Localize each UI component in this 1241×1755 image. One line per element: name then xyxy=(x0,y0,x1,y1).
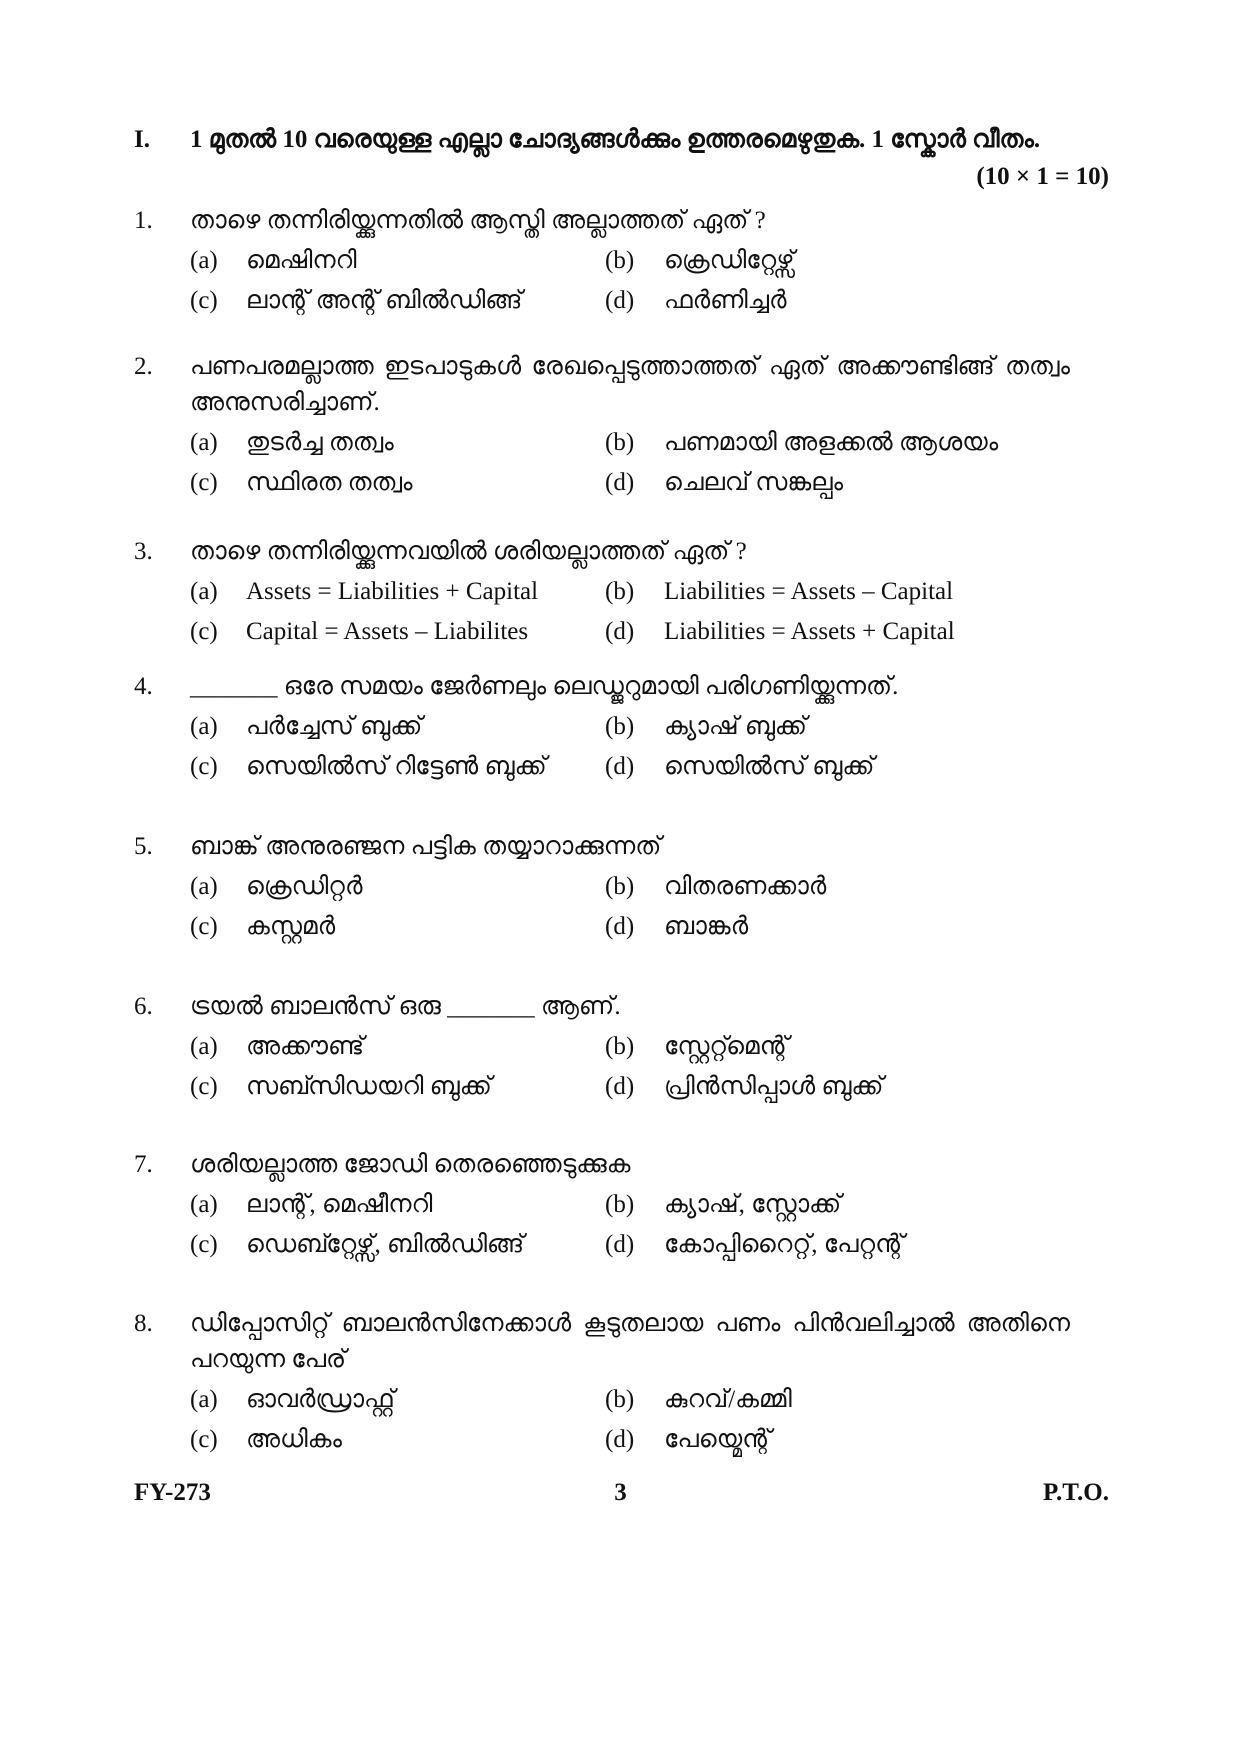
options xyxy=(190,707,1241,787)
option-label: (a) xyxy=(190,1033,218,1060)
option-text: ചെലവ് സങ്കല്പം xyxy=(664,469,844,496)
option-label: (c) xyxy=(190,469,218,496)
question-1 xyxy=(0,203,1241,321)
option-text: ലാന്റ് അന്റ് ബിൽഡിങ്ങ് xyxy=(246,287,523,314)
question-number: 2. xyxy=(134,353,153,380)
option-label: (d) xyxy=(605,753,635,780)
option-label: (a) xyxy=(190,1386,218,1413)
option-label: (a) xyxy=(190,873,218,900)
option-label: (b) xyxy=(605,873,635,900)
option-text: Liabilities = Assets + Capital xyxy=(664,618,955,645)
option-text: പർച്ചേസ് ബുക്ക് xyxy=(246,713,423,740)
question-text: ശരിയല്ലാത്ത ജോഡി തെരഞ്ഞെടുക്കുക xyxy=(190,1151,631,1178)
option-label: (c) xyxy=(190,287,218,314)
option-text: Assets = Liabilities + Capital xyxy=(246,578,539,605)
option-text: സ്റ്റേറ്റ്മെന്റ് xyxy=(664,1033,789,1060)
option-text: മെഷിനറി xyxy=(246,247,357,274)
question-5 xyxy=(0,829,1241,947)
option-text: സ്ഥിരത തത്വം xyxy=(246,469,413,496)
option-label: (d) xyxy=(605,469,635,496)
option-label: (d) xyxy=(605,1426,635,1453)
question-number: 6. xyxy=(134,993,153,1020)
option-label: (b) xyxy=(605,1386,635,1413)
option-text: പേയ്മെന്റ് xyxy=(664,1426,772,1453)
option-label: (a) xyxy=(190,713,218,740)
option-label: (d) xyxy=(605,618,635,645)
option-label: (a) xyxy=(190,578,218,605)
option-label: (d) xyxy=(605,287,635,314)
options xyxy=(190,1380,1241,1460)
question-2 xyxy=(0,349,1241,503)
option-label: (c) xyxy=(190,913,218,940)
option-label: (a) xyxy=(190,247,218,274)
option-text: സബ്സിഡയറി ബുക്ക് xyxy=(246,1073,492,1100)
option-text: പ്രിൻസിപ്പാൾ ബുക്ക് xyxy=(664,1073,884,1100)
option-text: പണമായി അളക്കൽ ആശയം xyxy=(664,429,999,456)
options xyxy=(190,572,1241,652)
option-text: കുറവ്/കമ്മി xyxy=(664,1386,792,1413)
question-text: പണപരമല്ലാത്ത ഇടപാടുകൾ രേഖപ്പെടുത്താത്തത് ഏത് അക്കൗണ്ടിങ്ങ് തത്വം അനുസരിച്ചാണ്. xyxy=(190,353,1070,416)
paper-code: FY-273 xyxy=(134,1479,211,1506)
question-number: 4. xyxy=(134,673,153,700)
option-text: ഫർണിച്ചർ xyxy=(664,287,787,314)
option-text: കസ്റ്റമർ xyxy=(246,913,336,940)
question-6 xyxy=(0,989,1241,1107)
options xyxy=(190,423,1241,503)
question-7 xyxy=(0,1147,1241,1265)
option-label: (d) xyxy=(605,1073,635,1100)
option-label: (b) xyxy=(605,713,635,740)
section-number: I. xyxy=(134,126,150,153)
options xyxy=(190,867,1241,947)
option-label: (c) xyxy=(190,1426,218,1453)
options xyxy=(190,1185,1241,1265)
option-label: (d) xyxy=(605,913,635,940)
option-label: (c) xyxy=(190,618,218,645)
option-text: ലാന്റ്, മെഷീനറി xyxy=(246,1191,433,1218)
option-label: (c) xyxy=(190,753,218,780)
question-number: 7. xyxy=(134,1151,153,1178)
option-label: (b) xyxy=(605,578,635,605)
please-turn-over: P.T.O. xyxy=(1043,1479,1109,1506)
option-label: (a) xyxy=(190,429,218,456)
option-label: (c) xyxy=(190,1231,218,1258)
option-text: ഓവർഡ്രാഫ്റ്റ് xyxy=(246,1386,395,1413)
section-marks: (10 × 1 = 10) xyxy=(976,163,1109,190)
question-number: 8. xyxy=(134,1310,153,1337)
option-label: (b) xyxy=(605,247,635,274)
option-text: ക്യാഷ് ബുക്ക് xyxy=(664,713,808,740)
option-text: Capital = Assets – Liabilites xyxy=(246,618,529,645)
option-label: (b) xyxy=(605,1033,635,1060)
option-text: അക്കൗണ്ട് xyxy=(246,1033,365,1060)
question-number: 3. xyxy=(134,538,153,565)
option-label: (d) xyxy=(605,1231,635,1258)
option-text: തുടർച്ച തത്വം xyxy=(246,429,394,456)
option-text: Liabilities = Assets – Capital xyxy=(664,578,954,605)
question-text: താഴെ തന്നിരിയ്ക്കുന്നവയിൽ ശരിയല്ലാത്തത് ഏത് ? xyxy=(190,538,747,565)
section-instruction: 1 മുതൽ 10 വരെയുള്ള എല്ലാ ചോദ്യങ്ങൾക്കും ഉത്തരമെഴുതുക. 1 സ്കോർ വീതം. xyxy=(190,126,1041,153)
option-text: കോപ്പിറൈറ്റ്, പേറ്റന്റ് xyxy=(664,1231,905,1258)
question-3 xyxy=(0,534,1241,652)
option-text: ഡെബ്റ്റേഴ്സ്, ബിൽഡിങ്ങ് xyxy=(246,1231,525,1258)
option-label: (c) xyxy=(190,1073,218,1100)
option-text: ബാങ്കർ xyxy=(664,913,749,940)
page-number: 3 xyxy=(614,1479,627,1506)
options xyxy=(190,1027,1241,1107)
option-label: (b) xyxy=(605,429,635,456)
option-text: വിതരണക്കാർ xyxy=(664,873,827,900)
question-4 xyxy=(0,669,1241,787)
option-text: ക്യാഷ്, സ്റ്റോക്ക് xyxy=(664,1191,842,1218)
question-number: 5. xyxy=(134,833,153,860)
option-label: (b) xyxy=(605,1191,635,1218)
question-8 xyxy=(0,1306,1241,1460)
option-text: ക്രെഡിറ്റർ xyxy=(246,873,363,900)
question-text: ഡിപ്പോസിറ്റ് ബാലൻസിനേക്കാൾ കൂടുതലായ പണം പിൻവലിച്ചാൽ അതിനെ പറയുന്ന പേര് xyxy=(190,1310,1070,1373)
question-text: ട്രയൽ ബാലൻസ് ഒരു _______ ആണ്. xyxy=(190,993,621,1020)
question-number: 1. xyxy=(134,207,153,234)
question-text: താഴെ തന്നിരിയ്ക്കുന്നതിൽ ആസ്തി അല്ലാത്തത് ഏത് ? xyxy=(190,207,766,234)
option-text: സെയിൽസ് റിട്ടേൺ ബുക്ക് xyxy=(246,753,547,780)
question-text: _______ ഒരേ സമയം ജേർണലും ലെഡ്ജറുമായി പരിഗണിയ്ക്കുന്നത്. xyxy=(190,673,899,700)
option-text: ക്രെഡിറ്റേഴ്സ് xyxy=(664,247,795,274)
option-label: (a) xyxy=(190,1191,218,1218)
option-text: അധികം xyxy=(246,1426,342,1453)
option-text: സെയിൽസ് ബുക്ക് xyxy=(664,753,875,780)
options xyxy=(190,241,1241,321)
question-text: ബാങ്ക് അനുരഞ്ജന പട്ടിക തയ്യാറാക്കുന്നത് xyxy=(190,833,662,860)
